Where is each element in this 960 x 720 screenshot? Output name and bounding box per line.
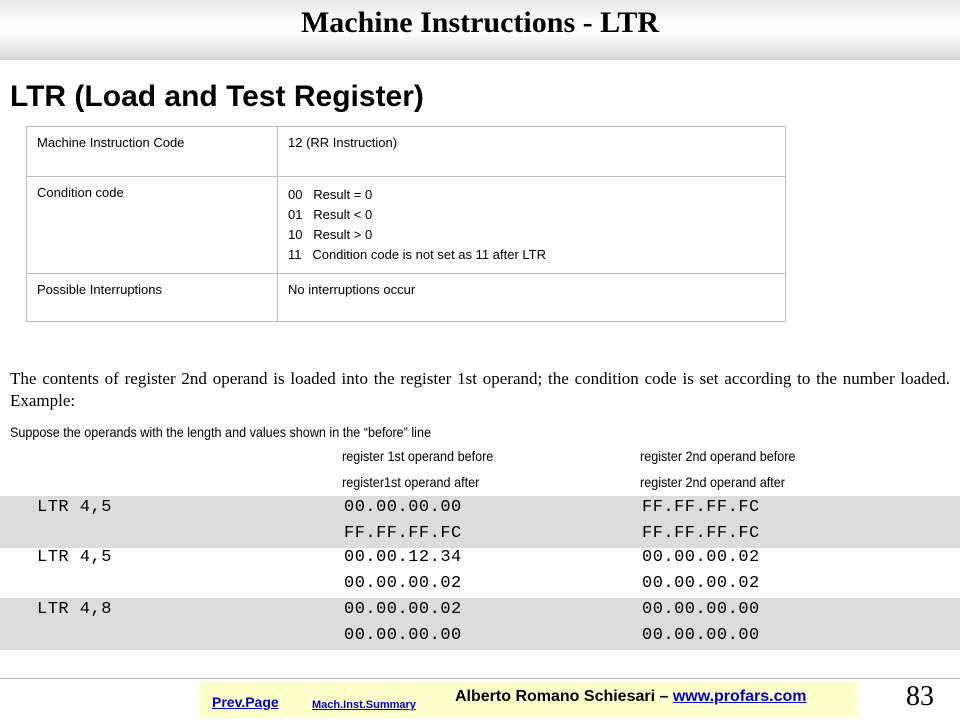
example-intro: Suppose the operands with the length and values shown in the “before” line [10,424,431,440]
footer-divider [0,678,960,679]
op2-before-value: FF.FF.FF.FC [642,498,760,517]
section-heading: LTR (Load and Test Register) [10,80,424,113]
table-key: Condition code [27,177,278,274]
condition-code-list [278,177,786,274]
condition-code-line: 10 Result > 0 [288,227,373,242]
author-credit [455,688,807,706]
op2-before-value: 00.00.00.02 [642,548,760,567]
example-row [0,598,960,650]
table-value: 12 (RR Instruction) [278,127,786,177]
summary-link[interactable]: Mach.Inst.Summary [312,699,416,711]
condition-code-line: 00 Result = 0 [288,187,373,202]
op1-before-value: 00.00.12.34 [344,548,462,567]
instruction-text: LTR 4,8 [37,600,112,619]
condition-code-line: 11 Condition code is not set as 11 after LTR [288,247,546,262]
op2-before-value: 00.00.00.00 [642,600,760,619]
table-key: Machine Instruction Code [27,127,278,177]
op1-before-header: register 1st operand before [342,448,494,464]
op1-before-value: 00.00.00.00 [344,498,462,517]
table-row [27,274,786,322]
slide-title: Machine Instructions - LTR [300,6,660,39]
condition-code-line: 01 Result < 0 [288,207,373,222]
table-key: Possible Interruptions [27,274,278,322]
instruction-info-table [26,126,786,322]
description-paragraph: The contents of register 2nd operand is loaded into the register 1st operand; the condition code is set according to the number loaded. Example: [10,369,950,410]
prev-page-link[interactable]: Prev.Page [212,694,279,710]
instruction-text: LTR 4,5 [37,548,112,567]
op2-after-header: register 2nd operand after [640,474,785,490]
example-row [0,496,960,548]
table-value: No interruptions occur [278,274,786,322]
op2-after-value: 00.00.00.02 [642,574,760,593]
website-link[interactable]: www.profars.com [672,688,807,705]
instruction-text: LTR 4,5 [37,498,112,517]
op1-after-value: 00.00.00.00 [344,626,462,645]
op2-before-header: register 2nd operand before [640,448,796,464]
page-number: 83 [906,681,934,712]
op2-after-value: 00.00.00.00 [642,626,760,645]
op1-after-value: 00.00.00.02 [344,574,462,593]
table-row [27,177,786,274]
op2-after-value: FF.FF.FF.FC [642,524,760,543]
op1-after-header: register1st operand after [342,474,480,490]
author-name: Alberto Romano Schiesari – [455,688,673,705]
title-bar [0,0,960,60]
example-row [0,546,960,598]
op1-after-value: FF.FF.FF.FC [344,524,462,543]
table-row [27,127,786,177]
op1-before-value: 00.00.00.02 [344,600,462,619]
